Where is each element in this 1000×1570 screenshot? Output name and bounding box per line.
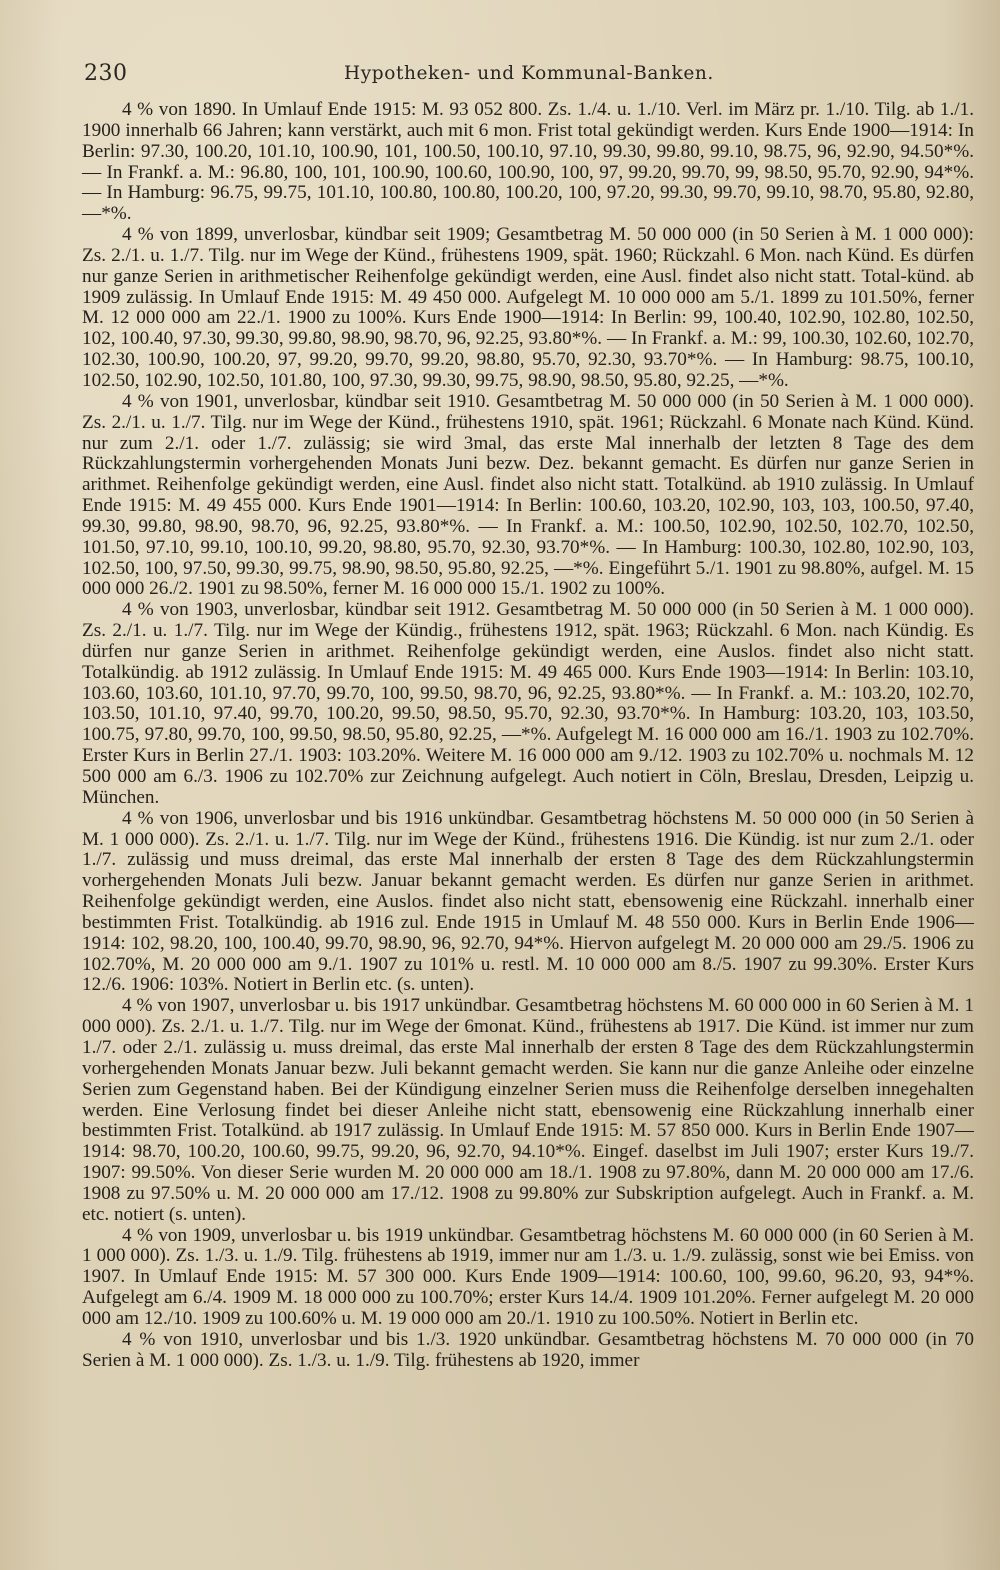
paragraph-bond-1890: 4 % von 1890. In Umlauf Ende 1915: M. 93 052 800. Zs. 1./4. u. 1./10. Verl. im März pr. 1./10. Tilg. ab 1./1. 1900 innerhalb 66 Jahren; kann verstärkt, auch mit 6 mon. Frist total gekündigt werden. Kurs Ende 1900—1914: In Berlin: 97.30, 100.20, 101.10, 100.90, 101, 100.50, 100.10, 97.10, 99.30, 99.80, 99.10, 98.75, 96, 92.90, 94.50*%. — In Frankf. a. M.: 96.80, 100, 101, 100.90, 100.60, 100.90, 100, 97, 99.20, 99.70, 99, 98.50, 95.70, 92.90, 94*%. — In Hamburg: 96.75, 99.75, 101.10, 100.80, 100.80, 100.20, 100, 97.20, 99.30, 99.70, 99.10, 98.70, 95.80, 92.80, —*%. — [82, 99, 974, 225]
paragraph-bond-1907: 4 % von 1907, unverlosbar u. bis 1917 unkündbar. Gesamtbetrag höchstens M. 60 000 000 in 60 Serien à M. 1 000 000). Zs. 2./1. u. 1./7. Tilg. nur im Wege der 6monat. Künd., frühestens ab 1917. Die Künd. ist immer nur zum 1./7. oder 2./1. zulässig u. muss dreimal, das erste Mal innerhalb der ersten 8 Tage des dem Rückzahlungstermin vorhergehenden Monats Januar bezw. Juli bekannt gemacht werden. Sie kann nur die ganze Anleihe oder einzelne Serien zum Gegenstand haben. Bei der Kündigung einzelner Serien muss die Reihenfolge derselben innegehalten werden. Eine Verlosung findet bei dieser Anleihe nicht statt, ebensowenig eine Rückzahlung innerhalb einer bestimmten Frist. Totalkünd. ab 1917 zulässig. In Umlauf Ende 1915: M. 57 850 000. Kurs in Berlin Ende 1907—1914: 98.70, 100.20, 100.60, 99.75, 99.20, 96, 92.70, 94.10*%. Eingef. daselbst im Juli 1907; erster Kurs 19./7. 1907: 99.50%. Von dieser Serie wurden M. 20 000 000 am 18./1. 1908 zu 97.80%, dann M. 20 000 000 am 17./6. 1908 zu 97.50% u. M. 20 000 000 am 17./12. 1908 zu 99.80% zur Subskription aufgelegt. Auch in Frankf. a. M. etc. notiert (s. unten). — [82, 995, 974, 1225]
page-number: 230 — [84, 61, 128, 86]
page-header — [84, 61, 970, 89]
paragraph-bond-1906: 4 % von 1906, unverlosbar und bis 1916 unkündbar. Gesamtbetrag höchstens M. 50 000 000 (in 50 Serien à M. 1 000 000). Zs. 2./1. u. 1./7. Tilg. nur im Wege der Künd., frühestens 1916. Die Kündig. ist nur zum 2./1. oder 1./7. zulässig und muss dreimal, das erste Mal innerhalb der ersten 8 Tage des dem Rückzahlungstermin vorhergehenden Monats Juli bezw. Januar bekannt gemacht werden. Es dürfen nur ganze Serien in arithmet. Reihenfolge gekündigt werden, eine Auslos. findet also nicht statt, ebensowenig eine Rückzahl. innerhalb einer bestimmten Frist. Totalkündig. ab 1916 zul. Ende 1915 in Umlauf M. 48 550 000. Kurs in Berlin Ende 1906—1914: 102, 98.20, 100, 100.40, 99.70, 98.90, 96, 92.70, 94*%. Hiervon aufgelegt M. 20 000 000 am 29./5. 1906 zu 102.70%, M. 20 000 000 am 9./1. 1907 zu 101% u. restl. M. 10 000 000 am 8./5. 1907 zu 99.30%. Erster Kurs 12./6. 1906: 103%. Notiert in Berlin etc. (s. unten). — [82, 807, 974, 996]
body-text — [82, 100, 974, 1371]
paragraph-bond-1910: 4 % von 1910, unverlosbar und bis 1./3. 1920 unkündbar. Gesamtbetrag höchstens M. 70 000 000 (in 70 Serien à M. 1 000 000). Zs. 1./3. u. 1./9. Tilg. frühestens ab 1920, immer — [82, 1328, 974, 1371]
running-head: Hypotheken- und Kommunal-Banken. — [344, 63, 714, 84]
paragraph-bond-1899: 4 % von 1899, unverlosbar, kündbar seit 1909; Gesamtbetrag M. 50 000 000 (in 50 Serien à M. 1 000 000): Zs. 2./1. u. 1./7. Tilg. nur im Wege der Künd., frühestens 1909, spät. 1960; Rückzahl. 6 Mon. nach Künd. Es dürfen nur ganze Serien in arithmetischer Reihenfolge gekündigt werden, eine Ausl. findet also nicht statt. Total-künd. ab 1909 zulässig. In Umlauf Ende 1915: M. 49 450 000. Aufgelegt M. 10 000 000 am 5./1. 1899 zu 101.50%, ferner M. 12 000 000 am 22./1. 1900 zu 100%. Kurs Ende 1900—1914: In Berlin: 99, 100.40, 102.90, 102.80, 102.50, 102, 100.40, 97.30, 99.30, 99.80, 98.90, 98.70, 96, 92.25, 93.80*%. — In Frankf. a. M.: 99, 100.30, 102.60, 102.70, 102.30, 100.90, 100.20, 97, 99.20, 99.70, 99.20, 98.80, 95.70, 92.30, 93.70*%. — In Hamburg: 98.75, 100.10, 102.50, 102.90, 102.50, 101.80, 100, 97.30, 99.30, 99.75, 98.90, 98.50, 95.80, 92.25, —*%. — [82, 224, 974, 391]
paragraph-bond-1901: 4 % von 1901, unverlosbar, kündbar seit 1910. Gesamtbetrag M. 50 000 000 (in 50 Serien à M. 1 000 000). Zs. 2./1. u. 1./7. Tilg. nur im Wege der Künd., frühestens 1910, spät. 1961; Rückzahl. 6 Monate nach Künd. Künd. nur zum 2./1. oder 1./7. zulässig; sie wird 3mal, das erste Mal innerhalb der letzten 8 Tage des dem Rückzahlungstermin vorhergehenden Monats Juni bezw. Dez. bekannt gemacht. Es dürfen nur ganze Serien in arithmet. Reihenfolge gekündigt werden, eine Ausl. findet also nicht statt. Totalkünd. ab 1910 zulässig. In Umlauf Ende 1915: M. 49 455 000. Kurs Ende 1901—1914: In Berlin: 100.60, 103.20, 102.90, 103, 103, 100.50, 97.40, 99.30, 99.80, 98.90, 98.70, 96, 92.25, 93.80*%. — In Frankf. a. M.: 100.50, 102.90, 102.50, 102.70, 102.50, 101.50, 97.10, 99.10, 100.10, 99.20, 98.80, 95.70, 92.30, 93.70*%. — In Hamburg: 100.30, 102.80, 102.90, 103, 102.50, 100, 97.50, 99.30, 99.75, 98.90, 98.50, 95.80, 92.25, —*%. Eingeführt 5./1. 1901 zu 98.80%, aufgel. M. 15 000 000 26./2. 1901 zu 98.50%, ferner M. 16 000 000 15./1. 1902 zu 100%. — [82, 390, 974, 600]
paragraph-bond-1909: 4 % von 1909, unverlosbar u. bis 1919 unkündbar. Gesamtbetrag höchstens M. 60 000 000 (in 60 Serien à M. 1 000 000). Zs. 1./3. u. 1./9. Tilg. frühestens ab 1919, immer nur am 1./3. u. 1./9. zulässig, sonst wie bei Emiss. von 1907. In Umlauf Ende 1915: M. 57 300 000. Kurs Ende 1909—1914: 100.60, 100, 99.60, 96.20, 93, 94*%. Aufgelegt am 6./4. 1909 M. 18 000 000 zu 100.70%; erster Kurs 14./4. 1909 101.20%. Ferner aufgelegt M. 20 000 000 am 12./10. 1909 zu 100.60% u. M. 19 000 000 am 20./1. 1910 zu 100.50%. Notiert in Berlin etc. — [82, 1224, 974, 1329]
paragraph-bond-1903: 4 % von 1903, unverlosbar, kündbar seit 1912. Gesamtbetrag M. 50 000 000 (in 50 Serien à M. 1 000 000). Zs. 2./1. u. 1./7. Tilg. nur im Wege der Kündig., frühestens 1912, spät. 1963; Rückzahl. 6 Mon. nach Kündig. Es dürfen nur ganze Serien in arithmet. Reihenfolge gekündigt werden, eine Auslos. findet also nicht statt. Totalkündig. ab 1912 zulässig. In Umlauf Ende 1915: M. 49 465 000. Kurs Ende 1903—1914: In Berlin: 103.10, 103.60, 103.60, 101.10, 97.70, 99.70, 100, 99.50, 98.70, 96, 92.25, 93.80*%. — In Frankf. a. M.: 103.20, 102.70, 103.50, 101.10, 97.40, 99.70, 100.20, 99.50, 98.50, 95.70, 92.30, 93.70*%. In Hamburg: 103.20, 103, 103.50, 100.75, 97.80, 99.70, 100, 99.50, 98.50, 95.80, 92.25, —*%. Aufgelegt M. 16 000 000 am 16./1. 1903 zu 102.70%. Erster Kurs in Berlin 27./1. 1903: 103.20%. Weitere M. 16 000 000 am 9./12. 1903 zu 102.70% u. nochmals M. 12 500 000 am 6./3. 1906 zu 102.70% zur Zeichnung aufgelegt. Auch notiert in Cöln, Breslau, Dresden, Leipzig u. München. — [82, 599, 974, 808]
